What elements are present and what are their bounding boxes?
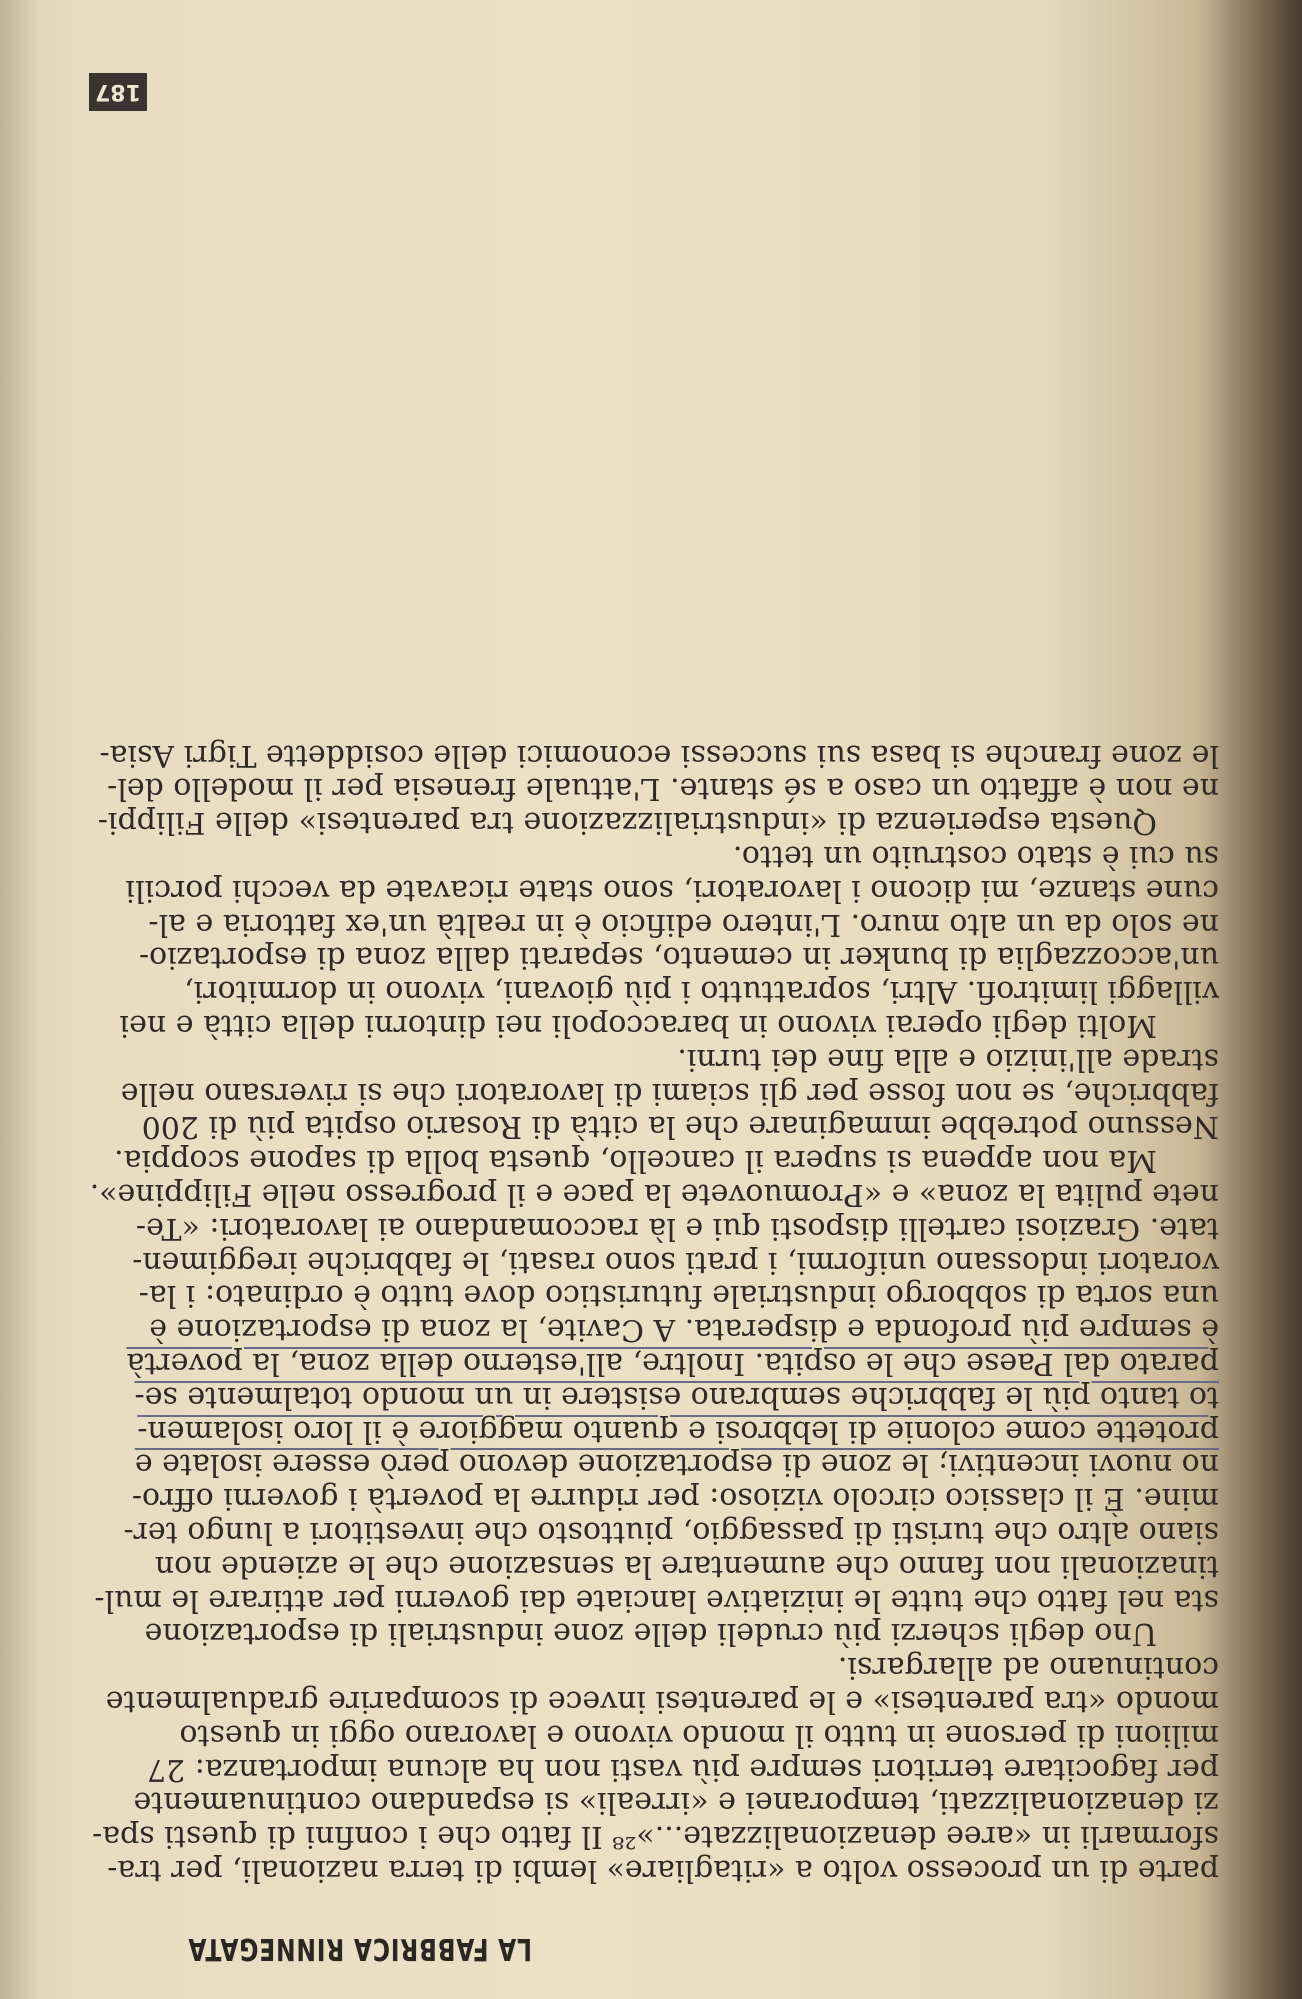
text-line: siano altro che turisti di passaggio, piuttosto che investitori a lungo ter- bbox=[123, 1515, 1219, 1551]
text-line-underlined: parato dal Paese che le ospita. Inoltre, all'esterno della zona, la povertà bbox=[126, 1346, 1219, 1382]
text-line: fabbriche, se non fosse per gli sciami di lavoratori che si riversano nelle bbox=[120, 1075, 1219, 1111]
text-line: Uno degli scherzi più crudeli delle zone industriali di esportazione bbox=[144, 1616, 1157, 1652]
text-line: parte di un processo volto a «ritagliare» lembi di terra nazionali, per tra- bbox=[107, 1853, 1219, 1888]
text-line: tinazionali non fanno che aumentare la sensazione che le aziende non bbox=[154, 1548, 1219, 1584]
text-line: per fagocitare territori sempre più vasti non ha alcuna importanza: 27 bbox=[147, 1751, 1219, 1787]
text-line: un'accozzaglia di bunker in cemento, separati dalla zona di esportazio- bbox=[138, 940, 1219, 976]
text-line: zi denazionalizzati, temporanei e «irreali» si espandano continuamente bbox=[133, 1785, 1219, 1821]
page-number: 187 bbox=[95, 79, 141, 105]
text-line-underlined: protette come colonie di lebbrosi e quanto maggiore è il loro isolamen- bbox=[137, 1413, 1219, 1449]
text-line-underlined: no nuovi incentivi; le zone di esportazione devono però essere isolate e bbox=[134, 1447, 1219, 1483]
text-line: nete pulita la zona» e «Promuovete la pace e il progresso nelle Filippine». bbox=[89, 1177, 1219, 1213]
text-line: villaggi limitrofi. Altri, soprattutto i più giovani, vivono in dormitori, bbox=[184, 974, 1219, 1010]
text-line: mine. È il classico circolo vizioso: per ridurre la povertà i governi offro- bbox=[131, 1481, 1219, 1517]
text-line: Ma non appena si supera il cancello, questa bolla di sapone scoppia. bbox=[114, 1143, 1157, 1179]
text-line: continuano ad allargarsi. bbox=[837, 1650, 1219, 1686]
text-line: Molti degli operai vivono in baraccopoli nei dintorni della città e nei bbox=[119, 1008, 1157, 1044]
body-text bbox=[89, 737, 1219, 1888]
page-number-badge bbox=[89, 73, 147, 111]
text-line: una sorta di sobborgo industriale futuristico dove tutto è ordinato: i la- bbox=[138, 1278, 1219, 1314]
text-line: Nessuno potrebbe immaginare che la città di Rosario ospita più di 200 bbox=[141, 1109, 1219, 1145]
text-line: mondo «tra parentesi» e le parentesi invece di scomparire gradualmente bbox=[105, 1684, 1219, 1720]
text-line: Questa esperienza di «industrializzazione tra parentesi» delle Filippi- bbox=[97, 805, 1157, 841]
text-line: milioni di persone in tutto il mondo vivono e lavorano oggi in questo bbox=[179, 1717, 1219, 1753]
text-line: cune stanze, mi dicono i lavoratori, sono state ricavate da vecchi porcili bbox=[125, 872, 1219, 908]
text-line-underlined: to tanto più le fabbriche sembrano esistere in un mondo totalmente se- bbox=[134, 1379, 1219, 1415]
text-line: le zone franche si basa sui successi economici delle cosiddette Tigri Asia- bbox=[99, 737, 1219, 773]
text-line: su cui è stato costruito un tetto. bbox=[732, 839, 1219, 875]
running-head: LA FABBRICA RINNEGATA bbox=[187, 1931, 532, 1966]
text-line: strade all'inizio e alla fine dei turni. bbox=[677, 1041, 1219, 1077]
text-line: voratori indossano uniformi, i prati sono rasati, le fabbriche ireggimen- bbox=[132, 1244, 1219, 1280]
text-line: sta nel fatto che tutte le iniziative lanciate dai governi per attirare le mul- bbox=[94, 1582, 1219, 1618]
text-line: sformarli in «aree denazionalizzate...»²⁸ Il fatto che i confini di questi spa- bbox=[92, 1819, 1219, 1855]
text-line: ne non è affatto un caso a sé stante. L'attuale frenesia per il modello del- bbox=[107, 771, 1219, 807]
text-line: tate. Graziosi cartelli disposti qui e là raccomandano ai lavoratori: «Te- bbox=[135, 1210, 1219, 1246]
text-line: ne solo da un alto muro. L'intero edificio è in realtà un'ex fattoria e al- bbox=[148, 906, 1219, 942]
text-line: è sempre più profonda e disperata. A Cavite, la zona di esportazione è bbox=[149, 1312, 1219, 1348]
